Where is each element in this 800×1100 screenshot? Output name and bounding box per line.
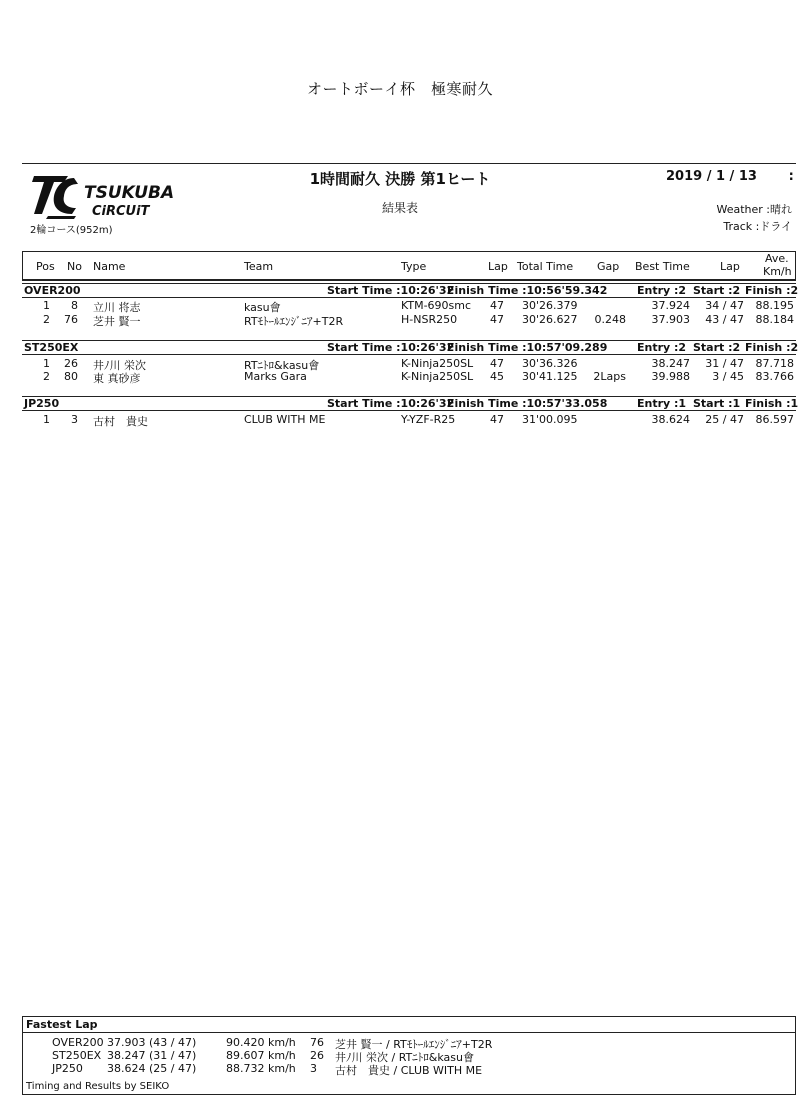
fl-class: OVER200 xyxy=(52,1036,104,1049)
row-best-lap: 43 / 47 xyxy=(705,313,744,326)
row-name: 立川 将志 xyxy=(93,301,141,314)
class-start-time: Start Time :10:26'32 xyxy=(327,341,455,354)
course-label: 2輪コース(952m) xyxy=(30,225,113,236)
class-divider xyxy=(22,297,796,298)
fl-rider-team: 井ﾉ川 栄次 / RTﾆﾄﾛ&kasu會 xyxy=(335,1051,474,1064)
col-name: Name xyxy=(93,260,126,273)
col-team: Team xyxy=(244,260,274,273)
class-entry: Entry :1 xyxy=(637,397,687,410)
race-subtitle: 結果表 xyxy=(381,201,418,215)
col-kmh: Km/h xyxy=(763,265,792,278)
row-gap: 0.248 xyxy=(594,313,626,326)
row-lap: 47 xyxy=(490,413,504,426)
track-label: Track :ドライ xyxy=(723,220,792,233)
fl-no: 76 xyxy=(310,1036,324,1049)
col-best-lap: Lap xyxy=(720,260,740,273)
row-lap: 47 xyxy=(490,313,504,326)
row-type: K-Ninja250SL xyxy=(401,357,474,370)
class-divider xyxy=(22,354,796,355)
row-no: 3 xyxy=(71,413,78,426)
logo-text-top: TSUKUBA xyxy=(84,183,175,203)
row-lap: 45 xyxy=(490,370,504,383)
fl-class: ST250EX xyxy=(52,1049,102,1062)
fl-rider-team: 古村 貴史 / CLUB WITH ME xyxy=(335,1064,483,1077)
row-avg-speed: 88.195 xyxy=(755,299,794,312)
col-lap: Lap xyxy=(488,260,508,273)
row-lap: 47 xyxy=(490,299,504,312)
row-avg-speed: 86.597 xyxy=(755,413,794,426)
row-team: CLUB WITH ME xyxy=(244,413,326,426)
class-name: OVER200 xyxy=(24,284,81,297)
row-best-time: 37.924 xyxy=(651,299,690,312)
fastest-lap-title: Fastest Lap xyxy=(26,1018,98,1031)
weather-label: Weather :晴れ xyxy=(716,203,792,216)
class-finish-time: Finish Time :10:56'59.342 xyxy=(447,284,608,297)
class-name: ST250EX xyxy=(24,341,79,354)
row-best-time: 39.988 xyxy=(651,370,690,383)
fl-time: 38.624 (25 / 47) xyxy=(107,1062,197,1075)
class-name: JP250 xyxy=(24,397,60,410)
row-type: K-Ninja250SL xyxy=(401,370,474,383)
class-finish-count: Finish :2 xyxy=(745,284,799,297)
row-no: 76 xyxy=(64,313,78,326)
row-lap: 47 xyxy=(490,357,504,370)
class-start-count: Start :1 xyxy=(693,397,741,410)
row-total-time: 30'41.125 xyxy=(522,370,578,383)
row-total-time: 30'26.379 xyxy=(522,299,578,312)
row-no: 8 xyxy=(71,299,78,312)
fl-no: 26 xyxy=(310,1049,324,1062)
class-start-time: Start Time :10:26'32 xyxy=(327,397,455,410)
col-pos: Pos xyxy=(36,260,55,273)
row-type: H-NSR250 xyxy=(401,313,458,326)
row-best-time: 38.624 xyxy=(651,413,690,426)
row-team: kasu會 xyxy=(244,301,281,314)
fl-class: JP250 xyxy=(52,1062,83,1075)
class-start-time: Start Time :10:26'32 xyxy=(327,284,455,297)
row-team: Marks Gara xyxy=(244,370,307,383)
class-divider xyxy=(22,410,796,411)
row-total-time: 31'00.095 xyxy=(522,413,578,426)
row-type: KTM-690smc xyxy=(401,299,472,312)
row-no: 26 xyxy=(64,357,78,370)
logo-text-bottom: CiRCUiT xyxy=(92,204,150,219)
class-finish-count: Finish :1 xyxy=(745,397,799,410)
fl-rider-team: 芝井 賢一 / RTﾓﾄｰﾙｴﾝｼﾞﾆｱ+T2R xyxy=(335,1038,493,1051)
row-total-time: 30'36.326 xyxy=(522,357,578,370)
row-pos: 1 xyxy=(43,299,50,312)
row-avg-speed: 87.718 xyxy=(755,357,794,370)
col-best-time: Best Time xyxy=(635,260,690,273)
results-header xyxy=(22,251,796,281)
col-gap: Gap xyxy=(597,260,620,273)
fl-speed: 89.607 km/h xyxy=(226,1049,296,1062)
class-entry: Entry :2 xyxy=(637,341,687,354)
row-best-time: 37.903 xyxy=(651,313,690,326)
row-pos: 2 xyxy=(43,370,50,383)
col-ave: Ave. xyxy=(765,252,789,265)
row-name: 芝井 賢一 xyxy=(93,315,141,328)
row-pos: 1 xyxy=(43,413,50,426)
row-gap: 2Laps xyxy=(593,370,626,383)
row-no: 80 xyxy=(64,370,78,383)
class-start-count: Start :2 xyxy=(693,341,741,354)
fl-speed: 90.420 km/h xyxy=(226,1036,296,1049)
fl-time: 37.903 (43 / 47) xyxy=(107,1036,197,1049)
row-best-time: 38.247 xyxy=(651,357,690,370)
row-pos: 1 xyxy=(43,357,50,370)
row-team: RTﾓﾄｰﾙｴﾝｼﾞﾆｱ+T2R xyxy=(244,315,344,328)
fl-speed: 88.732 km/h xyxy=(226,1062,296,1075)
class-entry: Entry :2 xyxy=(637,284,687,297)
race-title: 1時間耐久 決勝 第1ヒート xyxy=(309,170,491,188)
timing-credit: Timing and Results by SEIKO xyxy=(26,1081,170,1092)
col-total-time: Total Time xyxy=(517,260,574,273)
class-finish-time: Finish Time :10:57'09.289 xyxy=(447,341,608,354)
row-name: 古村 貴史 xyxy=(93,415,148,428)
row-best-lap: 31 / 47 xyxy=(705,357,744,370)
race-date: 2019 / 1 / 13 : xyxy=(666,169,794,184)
class-start-count: Start :2 xyxy=(693,284,741,297)
fl-no: 3 xyxy=(310,1062,317,1075)
class-finish-time: Finish Time :10:57'33.058 xyxy=(447,397,608,410)
col-type: Type xyxy=(401,260,427,273)
row-best-lap: 34 / 47 xyxy=(705,299,744,312)
row-best-lap: 25 / 47 xyxy=(705,413,744,426)
fl-time: 38.247 (31 / 47) xyxy=(107,1049,197,1062)
row-avg-speed: 83.766 xyxy=(755,370,794,383)
col-no: No xyxy=(67,260,82,273)
row-total-time: 30'26.627 xyxy=(522,313,578,326)
row-name: 井ﾉ川 栄次 xyxy=(93,359,146,372)
top-divider xyxy=(22,163,796,164)
row-pos: 2 xyxy=(43,313,50,326)
class-finish-count: Finish :2 xyxy=(745,341,799,354)
fastest-lap-divider xyxy=(22,1032,796,1033)
row-team: RTﾆﾄﾛ&kasu會 xyxy=(244,359,320,372)
event-title: オートボーイ杯 極寒耐久 xyxy=(306,80,493,98)
row-best-lap: 3 / 45 xyxy=(712,370,744,383)
row-avg-speed: 88.184 xyxy=(755,313,794,326)
row-name: 東 真砂彦 xyxy=(93,372,141,385)
row-type: Y-YZF-R25 xyxy=(401,413,456,426)
